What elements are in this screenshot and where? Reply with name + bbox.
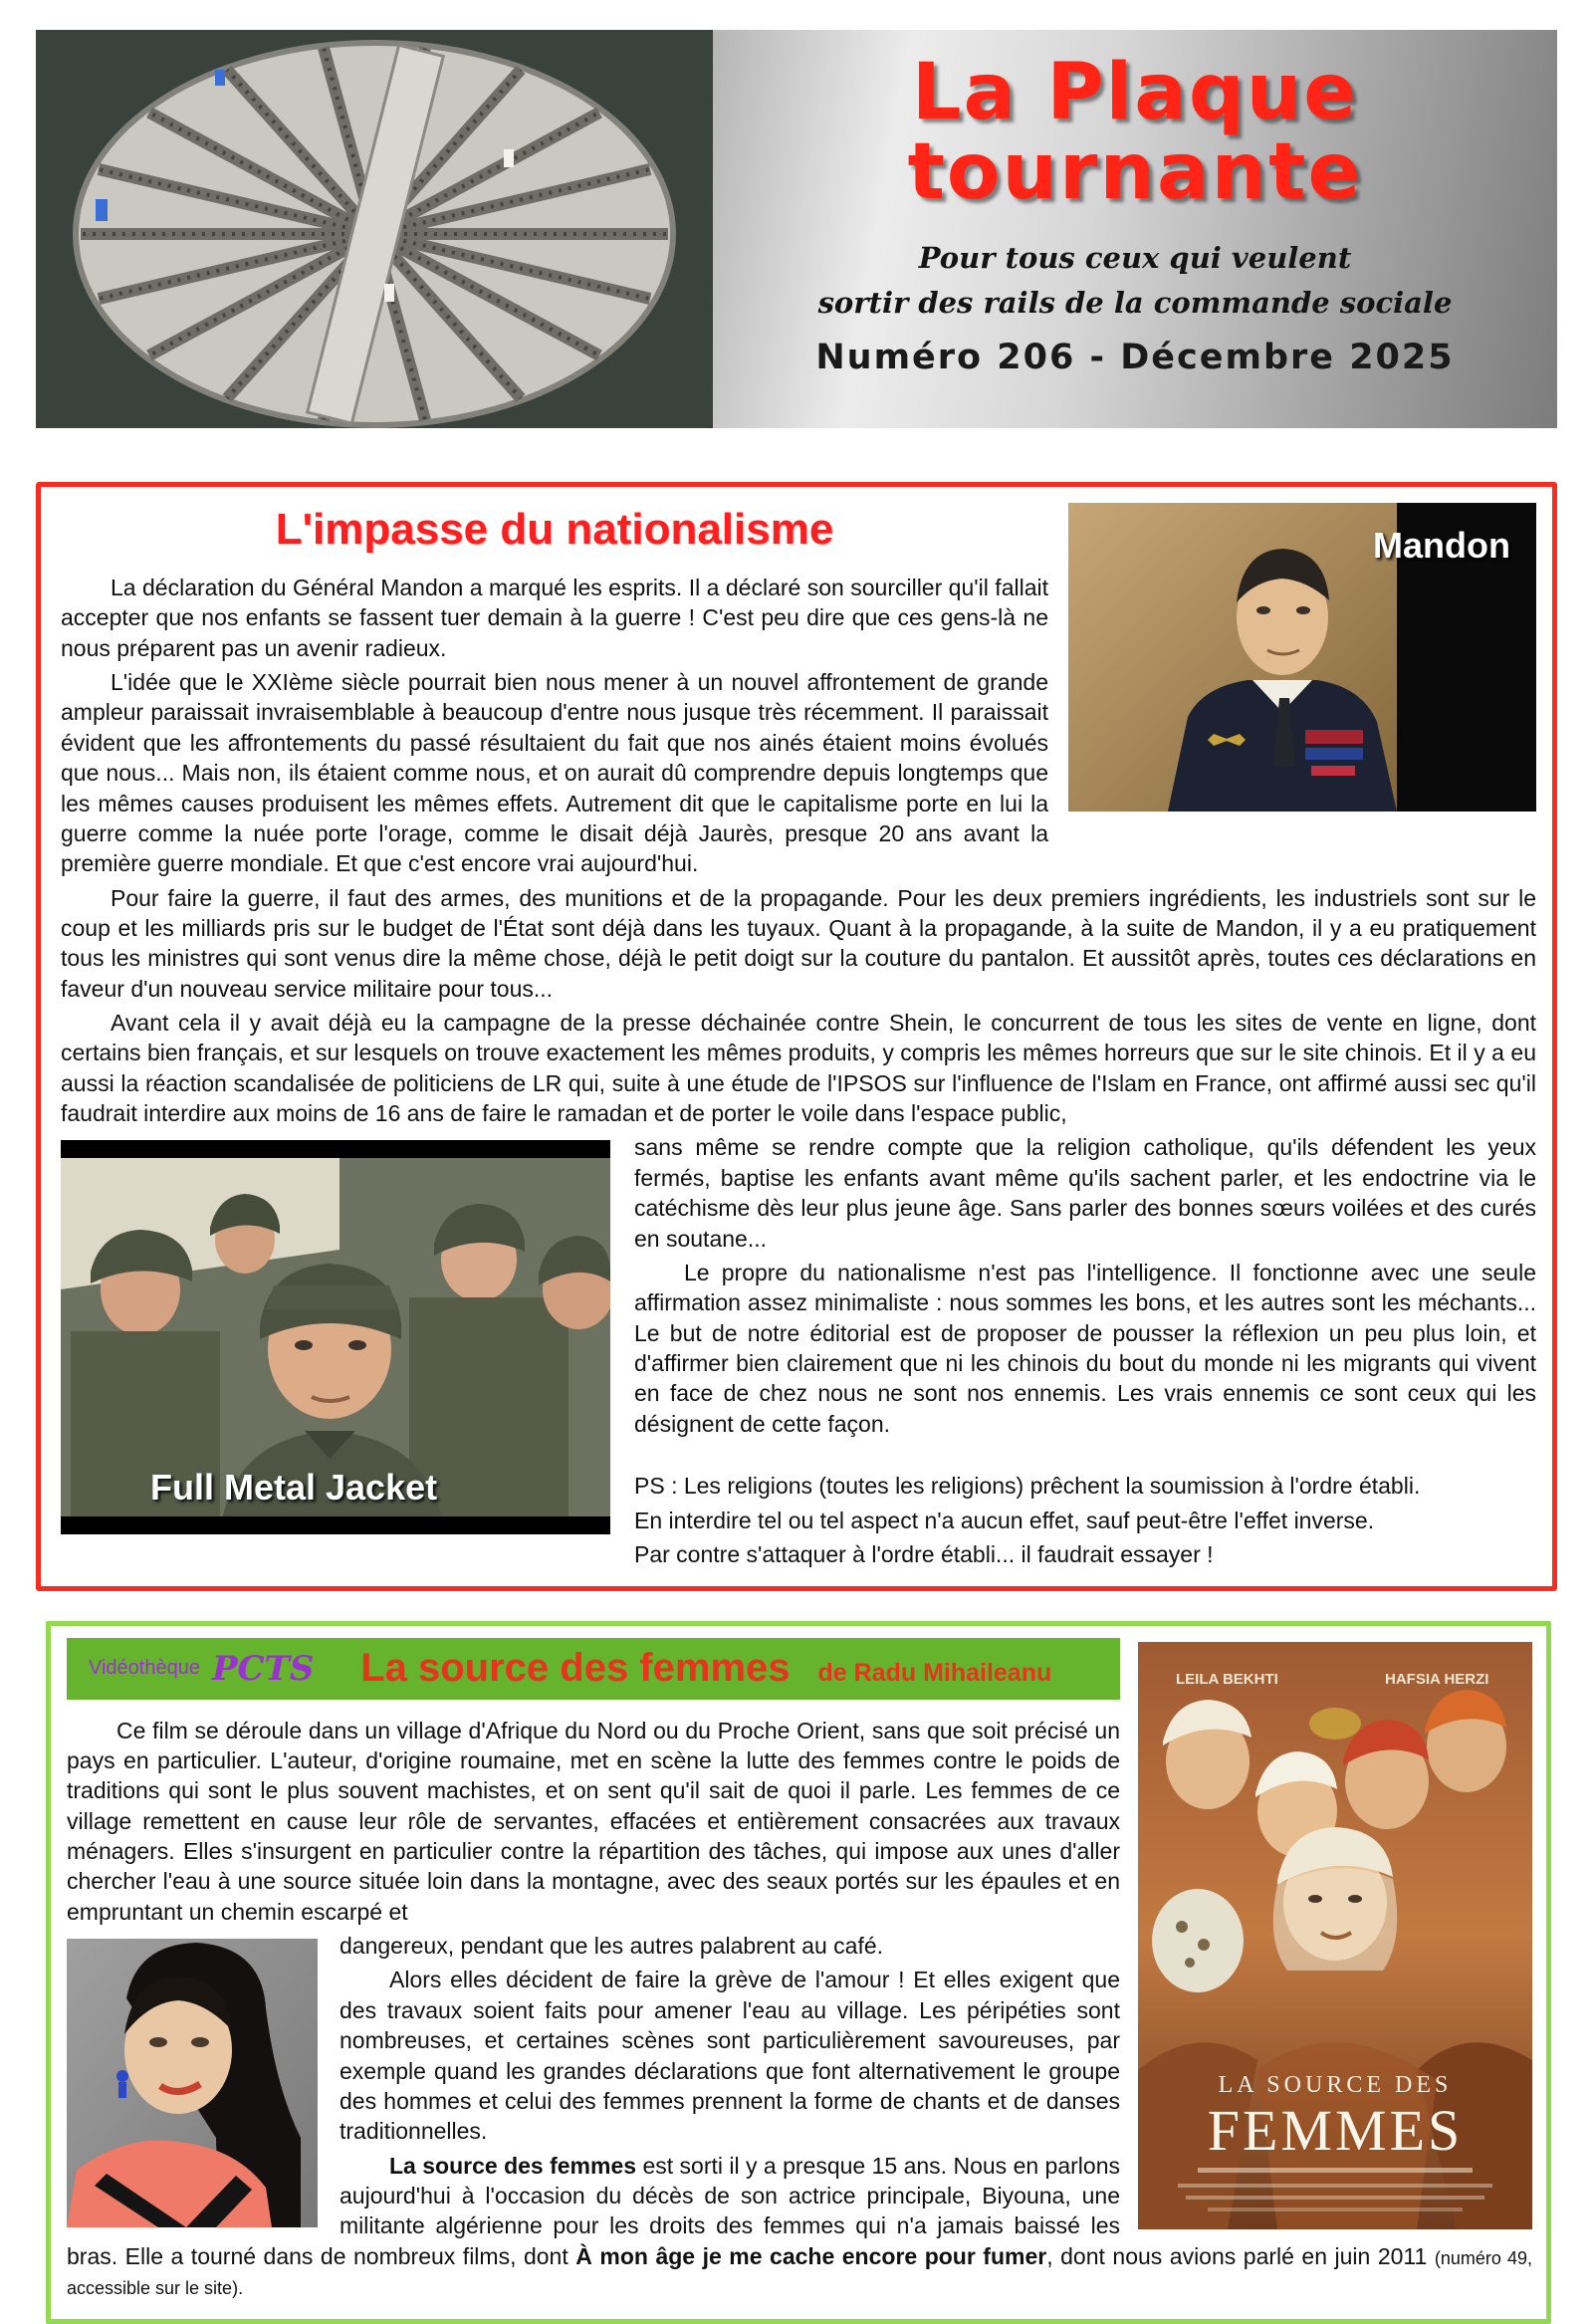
poster-title-line1-glyph: LA SOURCE DES <box>1218 2071 1453 2098</box>
newsletter-title-line1: La Plaque <box>911 48 1359 137</box>
tagline <box>713 236 1557 326</box>
biyouna-photo <box>67 1939 318 2227</box>
article-title: L'impasse du nationalisme <box>275 505 834 554</box>
ps-line: En interdire tel ou tel aspect n'a aucun effet, sauf peut-être l'effet inverse. <box>634 1507 1375 1533</box>
poster-name-left-glyph: LEILA BEKHTI <box>1176 1670 1278 1688</box>
paragraph: Avant cela il y avait déjà eu la campagne de la presse déchainée contre Shein, le concurrent de tous les sites de vente en ligne, dont certains bien français, et sur lesquels on trouve exactement les mêmes produits, y compris les mêmes horreurs que sur le site chinois. Et il y a eu aussi la réaction scandalisée de politiciens de LR qui, suite à une étude de l'IPSOS sur l'influence de l'Islam en France, ont affirmé aussi sec qu'il faudrait interdire aux moins de 16 ans de faire le ramadan et de porter le voile dans l'espace public, <box>61 1010 1536 1127</box>
turntable-illustration <box>36 30 713 428</box>
turntable-photo <box>36 30 713 428</box>
film-poster <box>1138 1642 1532 2229</box>
newsletter-title <box>713 48 1557 217</box>
newsletter-title-line2: tournante <box>907 126 1363 217</box>
film-poster-illustration <box>1138 1642 1532 2229</box>
full-metal-jacket-photo <box>61 1140 610 1534</box>
poster-title-line2-glyph: FEMMES <box>1207 2097 1464 2163</box>
film-title: La source des femmes <box>360 1646 791 1691</box>
ps-line: PS : Les religions (toutes les religions) prêchent la soumission à l'ordre établi. <box>634 1473 1421 1500</box>
paragraph: Le propre du nationalisme n'est pas l'intelligence. Il fonctionne avec une seule affirmation assez minimaliste : nous sommes les bons, et les autres sont les méchants... Le but de notre éditorial est de proposer de pousser la réflexion un peu plus loin, et d'affirmer bien clairement que ni les chinois du bout du monde ni les migrants qui vivent en face de chez nous ne sont nos ennemis. Les vrais ennemis ce sont ceux qui les désignent de cette façon. <box>634 1259 1536 1437</box>
film-title-inline-2: À mon âge je me cache encore pour fumer <box>575 2242 1047 2269</box>
paragraph: sans même se rendre compte que la religion catholique, qu'ils défendent les yeux fermés, baptise les enfants avant même qu'ils sachent parler, et les endoctrine via le catéchisme dès leur plus jeune âge. Sans parler des bonnes sœurs voilées et des curés en soutane... <box>634 1134 1536 1252</box>
banner-logo: PCTS <box>211 1648 315 1689</box>
paragraph-text: est sorti il y a presque 15 ans. Nous en parlons aujourd'hui à l'occasion du décès de son actrice principale, Biyouna, une militante algérienne pour les droits des femmes qui n'a jamais baissé les bras. Elle a tourné dans de nombreux films, dont <box>67 2152 1120 2269</box>
full-metal-jacket-label: Full Metal Jacket <box>150 1467 438 1509</box>
video-section-banner <box>67 1638 1120 1700</box>
film-title-inline: La source des femmes <box>389 2152 637 2179</box>
banner-kicker: Vidéothèque <box>89 1657 200 1680</box>
paragraph: La déclaration du Général Mandon a marqué les esprits. Il a déclaré son sourciller qu'il fallait accepter que nos enfants se fassent tuer demain à la guerre ! C'est peu dire que ces gens-là ne nous préparent pas un avenir radieux. <box>61 575 1048 661</box>
paragraph: Ce film se déroule dans un village d'Afrique du Nord ou du Proche Orient, sans que soit précisé un pays en particulier. L'auteur, d'origine roumaine, met en scène la lutte des femmes contre le poids de traditions qui sont le plus souvent machistes, et on sent qu'il sait de quoi il parle. Les femmes de ce village remettent en cause leur rôle de servantes, effacées et entièrement consacrées aux travaux ménagers. Elles s'insurgent en particulier contre la répartition des tâches, qui impose aux unes d'aller chercher l'eau à une source située loin dans la montagne, avec des seaux portés sur les épaules et en empruntant un chemin escarpé et <box>67 1717 1120 1925</box>
masthead <box>36 30 1557 428</box>
paragraph: Alors elles décident de faire la grève de l'amour ! Et elles exigent que des travaux soient faits pour amener l'eau au village. Les péripéties sont nombreuses, et certaines scènes sont particulièrement savoureuses, par exemple quand les grandes déclarations que font alternativement le groupe des hommes et celui des femmes prennent la forme de chants et de danses traditionnelles. <box>340 1967 1120 2145</box>
ps-line: Par contre s'attaquer à l'ordre établi... il faudrait essayer ! <box>634 1541 1214 1568</box>
tagline-line1: Pour tous ceux qui veulent <box>918 241 1352 276</box>
tagline-line2: sortir des rails de la commande sociale <box>817 286 1453 321</box>
mandon-photo-label: Mandon <box>1373 525 1510 566</box>
paragraph: L'idée que le XXIème siècle pourrait bien nous mener à un nouvel affrontement de grande ampleur paraissait invraisemblable à beaucoup d'entre nous jusque très récemment. Il paraissait évident que les affrontements du passé résultaient du fait que nos ainés étaient moins évolués que nous... Mais non, ils étaient comme nous, et on aurait dû comprendre depuis longtemps que les mêmes causes produisent les mêmes effets. Autrement dit que le capitalisme porte en lui la guerre comme la nuée porte l'orage, comme le disait déjà Jaurès, presque 20 ans avant la première guerre mondiale. Et que c'est encore vrai aujourd'hui. <box>61 669 1048 877</box>
film-byline: de Radu Mihaileanu <box>817 1659 1052 1688</box>
site-note: (numéro 49, accessible sur le site). <box>67 2247 1532 2299</box>
paragraph-text: , dont nous avions parlé en juin 2011 <box>1046 2242 1435 2269</box>
mandon-photo <box>1068 503 1536 812</box>
article-nationalisme <box>36 482 1557 1591</box>
biyouna-illustration <box>67 1939 318 2227</box>
article-film <box>46 1621 1551 2324</box>
paragraph: Pour faire la guerre, il faut des armes, des munitions et de la propagande. Pour les deux premiers ingrédients, les industriels sont sur le coup et les milliards pris sur le budget de l'État sont déjà dans les tuyaux. Quant à la propagande, à la suite de Mandon, il y a eu pratiquement tous les ministres qui sont venus dire la même chose, déjà le petit doigt sur la couture du pantalon. Et aussitôt après, toutes ces déclarations en faveur d'un nouveau service militaire pour tous... <box>61 884 1536 1002</box>
paragraph: dangereux, pendant que les autres palabrent au café. <box>340 1933 884 1960</box>
issue-line: Numéro 206 - Décembre 2025 <box>815 337 1455 377</box>
masthead-right <box>713 30 1557 428</box>
banner-middle <box>314 1646 1098 1691</box>
poster-name-right-glyph: HAFSIA HERZI <box>1385 1670 1489 1688</box>
